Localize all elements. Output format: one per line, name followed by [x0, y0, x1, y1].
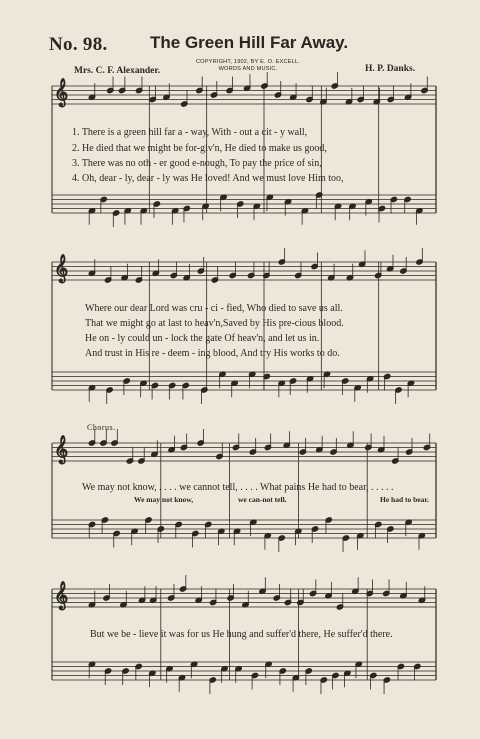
chorus-alt-lyric-1: We may not know, — [134, 495, 194, 504]
system-4-treble-clef: 𝄞 — [54, 581, 69, 609]
verse-line-2a: 2. He died that we might be for-giv'n, He died to make us good, — [72, 143, 327, 154]
system-1-treble-clef: 𝄞 — [54, 78, 69, 106]
system-2-treble-clef: 𝄞 — [54, 254, 69, 282]
copyright-line-2: WORDS AND MUSIC. — [218, 66, 278, 72]
verse-line-4b: And trust in His re - deem - ing blood, And try His works to do. — [85, 348, 340, 359]
copyright-line-1: COPYRIGHT, 1902, BY E. O. EXCELL. — [195, 59, 301, 65]
hymn-author: Mrs. C. F. Alexander. — [74, 66, 161, 76]
system-3-treble-clef: 𝄞 — [54, 435, 69, 463]
verse-line-3b: He on - ly could un - lock the gate Of heav'n, and let us in. — [85, 333, 320, 344]
hymn-number: No. 98. — [49, 34, 108, 55]
verse-line-1b: Where our dear Lord was cru - ci - fied, Who died to save us all. — [85, 303, 343, 314]
verse-line-1a: 1. There is a green hill far a - way, With - out a cit - y wall, — [72, 127, 308, 138]
verse-line-2b: That we might go at last to heav'n,Saved by His pre-cious blood. — [85, 318, 344, 329]
chorus-label: Chorus. — [87, 423, 116, 432]
chorus-lyric-line-2: But we be - lieve it was for us He hung and suffer'd there, He suffer'd there. — [90, 629, 393, 640]
verse-line-4a: 4. Oh, dear - ly, dear - ly was He loved! And we must love Him too, — [72, 173, 344, 184]
chorus-alt-lyric-2: we can-not tell. — [238, 495, 287, 504]
chorus-lyric-line-1: We may not know, . . . . we cannot tell, . . . . What pains He had to bear, . . . . . — [82, 482, 394, 493]
verse-line-3a: 3. There was no oth - er good e-nough, To pay the price of sin, — [72, 158, 322, 169]
hymn-composer: H. P. Danks. — [365, 64, 416, 74]
chorus-alt-lyric-3: He had to bear. — [380, 495, 429, 504]
hymn-title: The Green Hill Far Away. — [150, 33, 349, 52]
